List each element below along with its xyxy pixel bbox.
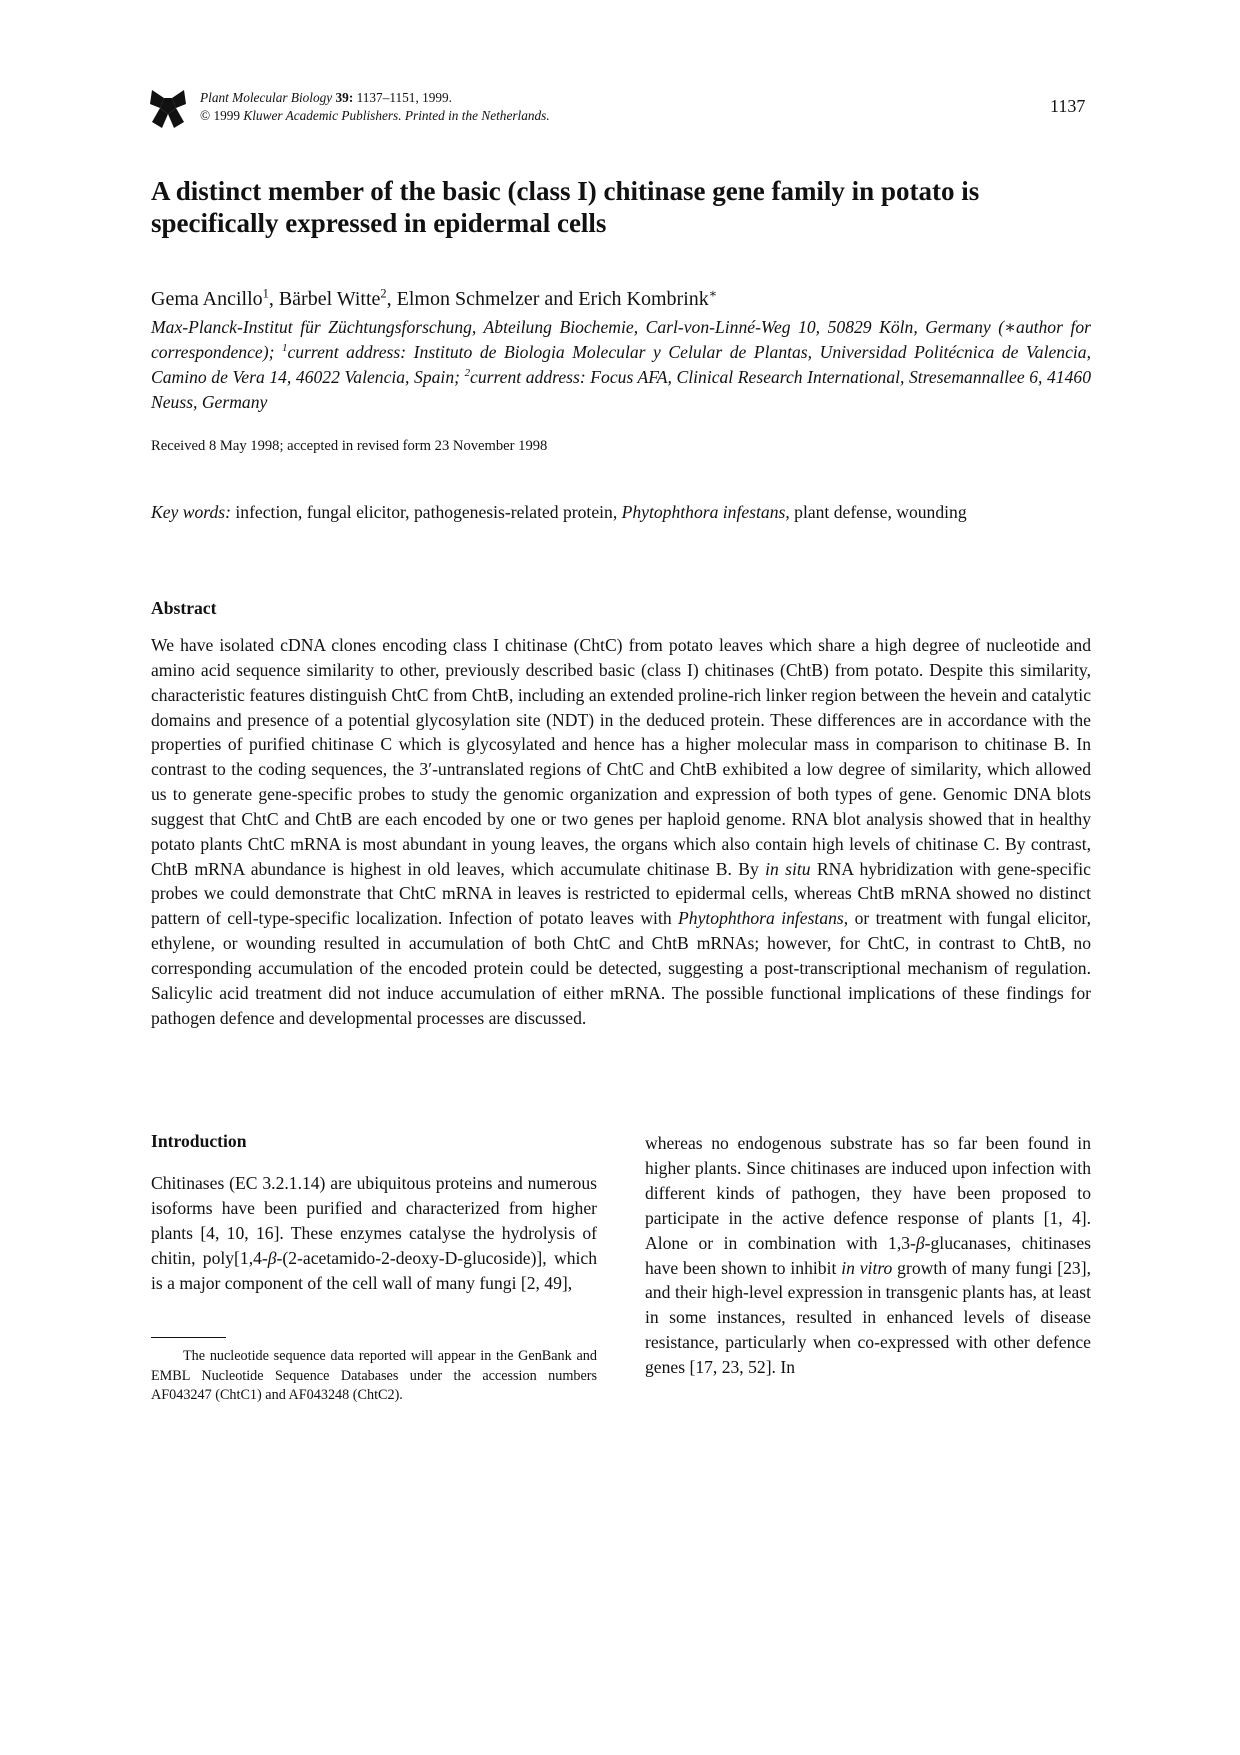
beta-symbol: β (267, 1247, 277, 1268)
keywords (151, 500, 1091, 525)
beta-symbol: β (915, 1232, 925, 1253)
author-mark: 2 (380, 286, 387, 301)
abstract-heading: Abstract (151, 598, 217, 618)
affiliation-address: current address: Focus AFA, Clinical Research International, Stresemannallee 6, 41460 Neuss, Germany (151, 367, 1091, 412)
received-dates: Received 8 May 1998; accepted in revised form 23 November 1998 (151, 438, 548, 454)
copyright-year: 1999 (213, 108, 241, 123)
author-mark: 1 (262, 286, 269, 301)
affiliation-mark: 2 (464, 367, 471, 380)
author-name: Gema Ancillo (151, 288, 263, 310)
publisher-name: Kluwer Academic Publishers. (243, 108, 402, 123)
author-list (151, 286, 1091, 312)
abstract-species: Phytophthora infestans (678, 908, 844, 929)
author-name: Bärbel Witte (278, 288, 381, 310)
intro-text: whereas no endogenous substrate has so far been found in higher plants. Since chitinases are induced upon infection with different kinds of pathogen, they have been proposed to participate in the active defence response of plants [1, 4]. Alone or in combination with 1,3- (645, 1133, 1091, 1253)
intro-invitro: in vitro (841, 1257, 893, 1278)
keywords-text: , plant defense, wounding (785, 502, 967, 522)
keywords-species: Phytophthora infestans (621, 502, 786, 522)
copyright-symbol: © (200, 108, 211, 123)
affiliation-mark: 1 (282, 342, 288, 355)
page-number: 1137 (1050, 96, 1086, 116)
affiliation-main: Max-Planck-Institut für Züchtungsforschung, Abteilung Biochemie, Carl-von-Linné-Weg 10, 50829 Köln, Germany (∗author for correspondence); (151, 317, 1091, 362)
abstract-insitu: in situ (765, 858, 811, 879)
affiliation-address: current address: Instituto de Biologia Molecular y Celular de Plantas, Universidad Politécnica de Valencia, Camino de Vera 14, 46022 Valencia, Spain; (151, 342, 1091, 387)
intro-text: growth of many fungi [23], and their high-level expression in transgenic plants has, at least in some instances, resulted in enhanced levels of disease resistance, particularly when co-expressed with other defence genes [17, 23, 52]. In (645, 1257, 1091, 1378)
author-mark: ∗ (708, 286, 718, 301)
author-separator: , (386, 288, 397, 310)
introduction-column-1 (151, 1171, 597, 1296)
abstract-text: RNA hybridization with gene-specific probes we could demonstrate that ChtC mRNA in leaves is restricted to epidermal cells, whereas ChtB mRNA showed no distinct pattern of cell-type-specific localization. Infection of potato leaves with (151, 858, 1091, 929)
publisher-logo-icon (150, 86, 186, 130)
footnote-rule (151, 1337, 226, 1338)
journal-name: Plant Molecular Biology (200, 90, 333, 105)
introduction-column-2 (645, 1131, 1091, 1380)
keywords-label: Key words: (151, 502, 231, 522)
intro-text: Chitinases (EC 3.2.1.14) are ubiquitous proteins and numerous isoforms have been purified and characterized from higher plants [4, 10, 16]. These enzymes catalyse the hydrolysis of chitin, poly[1,4- (151, 1173, 597, 1268)
author-name: Elmon Schmelzer and Erich Kombrink (396, 288, 709, 310)
paper-title: A distinct member of the basic (class I) chitinase gene family in potato is specifically expressed in epidermal cells (151, 176, 980, 238)
journal-citation (200, 89, 550, 125)
introduction-heading: Introduction (151, 1131, 247, 1151)
author-separator: , (268, 288, 279, 310)
intro-text: -(2-acetamido-2-deoxy-D-glucoside)], which is a major component of the cell wall of many fungi [2, 49], (151, 1247, 597, 1293)
journal-pages: 1137–1151, 1999. (356, 90, 453, 105)
abstract-text: , or treatment with fungal elicitor, ethylene, or wounding resulted in accumulation of both ChtC and ChtB mRNAs; however, for ChtC, in contrast to ChtB, no corresponding accumulation of the encoded protein could be detected, suggesting a post-transcriptional mechanism of regulation. Salicylic acid treatment did not induce accumulation of either mRNA. The possible functional implications of these findings for pathogen defence and developmental processes are discussed. (151, 908, 1091, 1028)
keywords-text: infection, fungal elicitor, pathogenesis-related protein, (235, 502, 618, 522)
footnote: The nucleotide sequence data reported will appear in the GenBank and EMBL Nucleotide Sequence Databases under the accession numbers AF043247 (ChtC1) and AF043248 (ChtC2). (151, 1348, 597, 1404)
printed-note: Printed in the Netherlands. (404, 108, 550, 123)
intro-text: -glucanases, chitinases have been shown to inhibit (645, 1232, 1091, 1278)
journal-volume: 39: (335, 90, 354, 105)
abstract-body (151, 633, 1091, 1031)
affiliation (151, 315, 1091, 415)
abstract-text: We have isolated cDNA clones encoding class I chitinase (ChtC) from potato leaves which share a high degree of nucleotide and amino acid sequence similarity to other, previously described basic (class I) chitinases (ChtB) from potato. Despite this similarity, characteristic features distinguish ChtC from ChtB, including an extended proline-rich linker region between the hevein and catalytic domains and presence of a potential glycosylation site (NDT) in the deduced protein. These differences are in accordance with the properties of purified chitinase C which is glycosylated and hence has a higher molecular mass in comparison to chitinase B. In contrast to the coding sequences, the 3′-untranslated regions of ChtC and ChtB exhibited a low degree of similarity, which allowed us to generate gene-specific probes to study the genomic organization and expression of both types of gene. Genomic DNA blots suggest that ChtC and ChtB are each encoded by one or two genes per haploid genome. RNA blot analysis showed that in healthy potato plants ChtC mRNA is most abundant in young leaves, the organs which also contain high levels of chitinase C. By contrast, ChtB mRNA abundance is highest in old leaves, which accumulate chitinase B. By (151, 635, 1091, 879)
